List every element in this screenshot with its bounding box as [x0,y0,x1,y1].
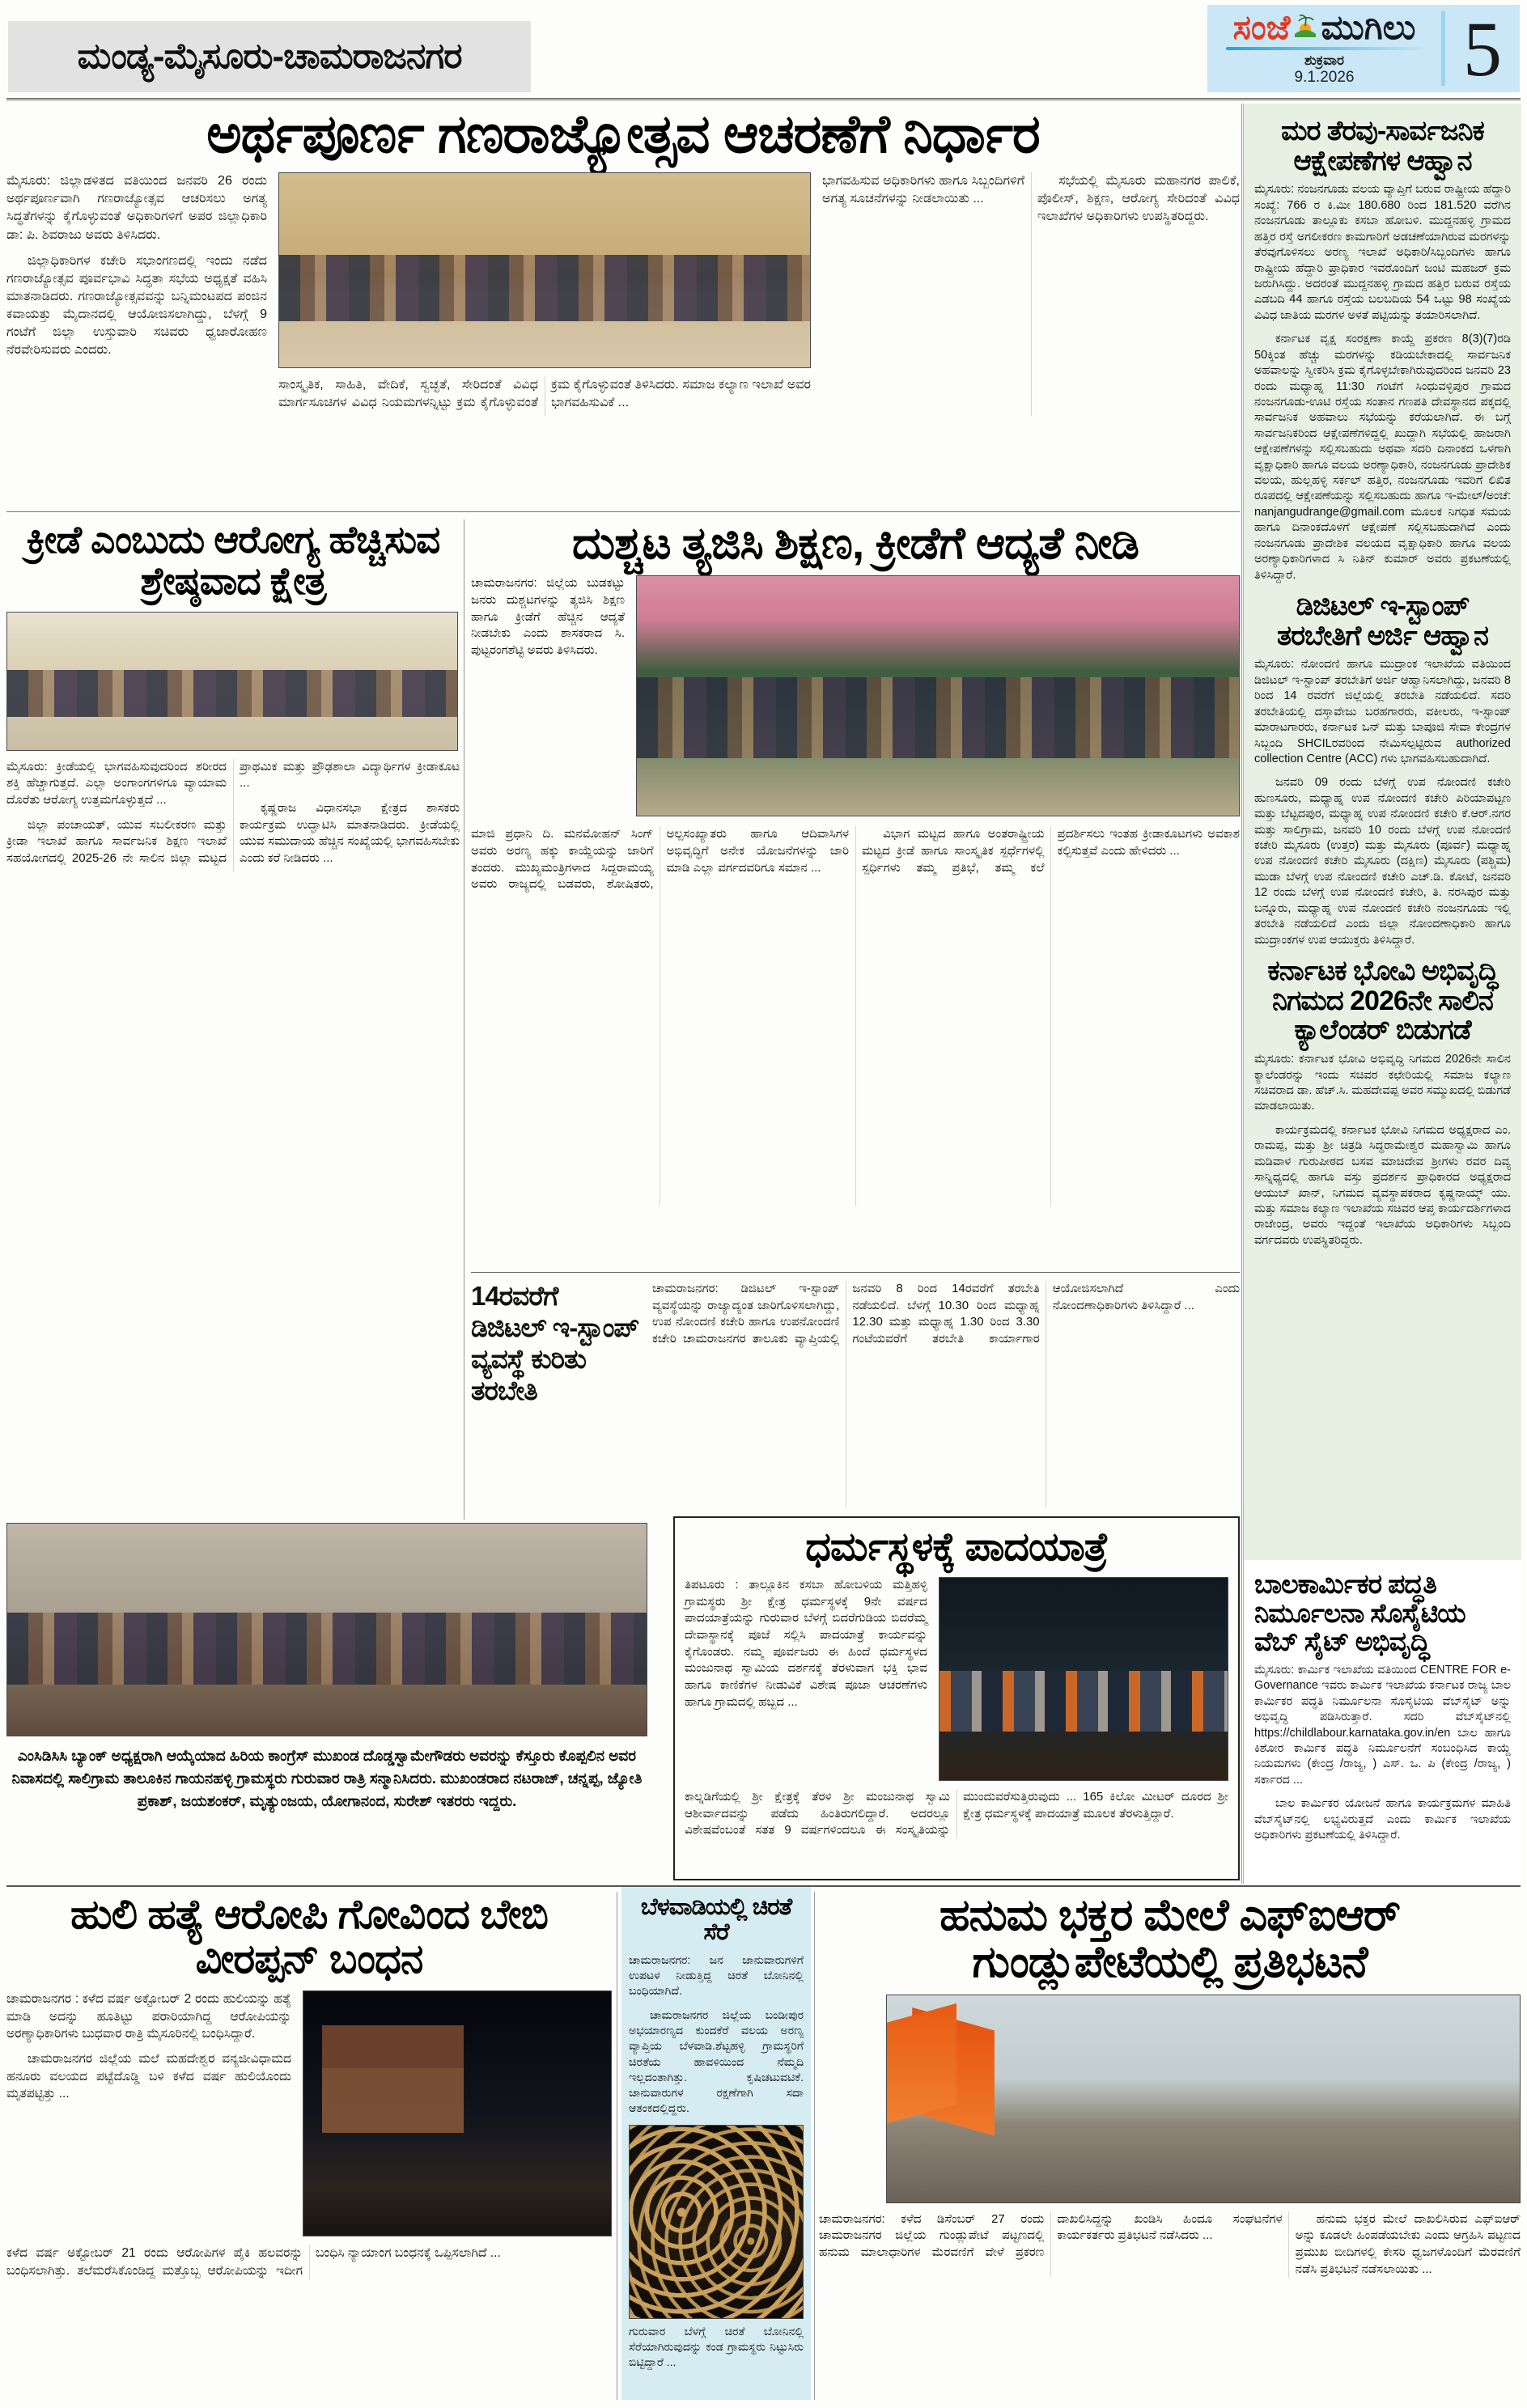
article-padayatra [673,1516,1240,1880]
leopard-body-top [629,1952,804,2117]
padayatra-group-photo [939,1577,1228,1781]
childsite-headline: ಬಾಲಕಾರ್ಮಿಕರ ಪದ್ಧತಿ ನಿರ್ಮೂಲನಾ ಸೊಸೈಟಿಯ ವೆಬ್ ಸೈಟ್ ಅಭಿವೃದ್ಧಿ [1254,1569,1465,1657]
sports-para: ಮೈಸೂರು: ಕ್ರೀಡೆಯಲ್ಲಿ ಭಾಗವಹಿಸುವುದರಿಂದ ಶರೀರದ ಶಕ್ತಿ ಹೆಚ್ಚಾಗುತ್ತದೆ. ಎಲ್ಲಾ ಅಂಗಾಂಗಗಳಿಗೂ ವ್ಯಾಯಾಮ ದೊರೆತು ಆರೋಗ್ಯ ಉತ್ತಮಗೊಳ್ಳುತ್ತದೆ ... [6,759,227,807]
article-hanuma-protest [819,1892,1521,2400]
estamp-headline: ಡಿಜಿಟಲ್ ಇ-ಸ್ಟಾಂಪ್ ತರಬೇತಿಗೆ ಅರ್ಜಿ ಆಹ್ವಾನ [1277,590,1488,651]
lead-body [6,172,1240,416]
lead-headline: ಅರ್ಥಪೂರ್ಣ ಗಣರಾಜ್ಯೋತ್ಸವ ಆಚರಣೆಗೆ ನಿರ್ಧಾರ [206,104,1040,163]
masthead [1207,5,1520,92]
habits-event-photo [636,575,1240,816]
masthead-left [1207,5,1441,92]
article-leopard-capture [621,1887,811,2400]
habits-body [471,826,1240,1206]
leopard-para: ಗುರುವಾರ ಬೆಳಗ್ಗೆ ಚಿರತೆ ಬೋನಿನಲ್ಲಿ ಸೆರೆಯಾಗಿರುವುದನ್ನು ಕಂಡ ಗ್ರಾಮಸ್ಥರು ನಿಟ್ಟುಸಿರು ಬಿಟ್ಟಿದ್ದಾರೆ ... [629,2324,804,2369]
felicitation-photo-block [6,1523,647,1879]
masthead-day: ಶುಕ್ರವಾರ [1304,53,1344,68]
childsite-para: ಬಾಲ ಕಾರ್ಮಿಕರ ಯೋಜನೆ ಹಾಗೂ ಕಾರ್ಯಕ್ರಮಗಳ ಮಾಹಿತಿ ವೆಬ್‌ಸೈಟ್‌ನಲ್ಲಿ ಲಭ್ಯವಿರುತ್ತದೆ ಎಂದು ಕಾರ್ಮಿಕ ಇಲಾಖೆಯ ಅಧಿಕಾರಿಗಳು ಪ್ರಕಟಣೆಯಲ್ಲಿ ತಿಳಿಸಿದ್ದಾರೆ. [1254,1797,1511,1842]
tree-para: ಮೈಸೂರು: ನಂಜನಗೂಡು ವಲಯ ವ್ಯಾಪ್ತಿಗೆ ಬರುವ ರಾಷ್ಟ್ರೀಯ ಹೆದ್ದಾರಿ ಸಂಖ್ಯೆ: 766 ರ ಕಿ.ಮೀ 180.680 ರಿಂದ 181.520 ವರೆಗಿನ ನಂಜನಗೂಡು ತಾಲ್ಲೂಕು ಕಸಬಾ ಹೋಬಳಿ. ಮುದ್ದನಹಳ್ಳಿ ಗ್ರಾಮದ ಹತ್ತಿರ ರಸ್ತೆ ಅಗಲೀಕರಣ ಕಾಮಗಾರಿಗೆ ಅಡಚಣೆಯಾಗಿರುವ ಮರಗಳನ್ನು ತೆರವುಗೊಳಿಸಲು ಅರಣ್ಯ ಇಲಾಖೆ ಅಧಿಕಾರಿ/ಸಿಬ್ಬಂದಿಗಳು ಹಾಗೂ ರಾಷ್ಟ್ರೀಯ ಹೆದ್ದಾರಿ ಪ್ರಾಧಿಕಾರ ಇವರೊಂದಿಗೆ ಜಂಟಿ ಮಹಜರ್ ಕ್ರಮ ಜರುಗಿಸಿದ್ದು. ಅದರಂತೆ ಮುದ್ದನಹಳ್ಳಿ ಗ್ರಾಮದ ಹತ್ತಿರ ಬರುವ ರಸ್ತೆಯ ಎಡಬದಿ 44 ಹಾಗೂ ರಸ್ತೆಯ ಬಲಬದಿಯ 54 ಒಟ್ಟು 98 ಸಂಖ್ಯೆಯ ವಿವಿಧ ಜಾತಿಯ ಮರಗಳ ಅಳತೆ ಪಟ್ಟಿಯನ್ನು ತಯಾರಿಸಲಾಗಿದೆ. [1254,183,1511,322]
masthead-date: 9.1.2026 [1294,69,1355,86]
sports-body [6,759,460,871]
article-estamp-brief [471,1272,1240,1508]
habits-headline: ದುಶ್ಚಟ ತ್ಯಜಿಸಿ ಶಿಕ್ಷಣ, ಕ್ರೀಡೆಗೆ ಆದ್ಯತೆ ನೀಡಿ [572,519,1139,568]
brief-para: ಚಾಮರಾಜನಗರ: ಡಿಜಿಟಲ್ ಇ-ಸ್ಟಾಂಪ್ ವ್ಯವಸ್ಥೆಯನ್ನು ರಾಜ್ಯಾದ್ಯಂತ ಜಾರಿಗೊಳಿಸಲಾಗಿದ್ದು, ಉಪ ನೋಂದಣಿ ಕಚೇರಿ ಹಾಗೂ ಉಪನೋಂದಣಿ ಕಚೇರಿ ಚಾಮರಾಜನಗರ ತಾಲೂಕು ವ್ಯಾಪ್ತಿಯಲ್ಲಿ ಜನವರಿ 8 ರಿಂದ 14ರವರೆಗೆ ತರಬೇತಿ ನಡೆಯಲಿದೆ. ಬೆಳಗ್ಗೆ 10.30 ರಿಂದ ಮಧ್ಯಾಹ್ನ 12.30 ಮತ್ತು ಮಧ್ಯಾಹ್ನ 1.30 ರಿಂದ 3.30 ಗಂಟೆಯವರೆಗೆ ತರಬೇತಿ ಕಾರ್ಯಾಗಾರ ಆಯೋಜಿಸಲಾಗಿದೆ ಎಂದು ನೋಂದಣಾಧಿಕಾರಿಗಳು ತಿಳಿಸಿದ್ದಾರೆ ... [652,1282,1240,1346]
page-number: 5 [1463,5,1502,92]
protest-headline: ಹನುಮ ಭಕ್ತರ ಮೇಲೆ ಎಫ್‌ಐಆರ್ ಗುಂಡ್ಲುಪೇಟೆಯಲ್ಲಿ ಪ್ರತಿಭಟನೆ [940,1892,1400,1987]
bhovi-para: ಮೈಸೂರು: ಕರ್ನಾಟಕ ಭೋವಿ ಅಭಿವೃದ್ಧಿ ನಿಗಮದ 2026ನೇ ಸಾಲಿನ ಕ್ಯಾಲೆಂಡರನ್ನು ಇಂದು ಸಚಿವರ ಕಛೇರಿಯಲ್ಲಿ ಸಮಾಜ ಕಲ್ಯಾಣ ಸಚಿವರಾದ ಡಾ. ಹೆಚ್.ಸಿ. ಮಹದೇವಪ್ಪ ಅವರ ಸಮ್ಮುಖದಲ್ಲಿ ಬಿಡುಗಡೆ ಮಾಡಲಾಯಿತು. [1254,1053,1511,1113]
padayatra-headline: ಧರ್ಮಸ್ಥಳಕ್ಕೆ ಪಾದಯಾತ್ರೆ [805,1525,1108,1569]
article-estamp-training [1254,591,1511,948]
rail-rule [1241,104,1242,1884]
article-tree-removal [1254,117,1511,583]
felicitation-caption: ಎಂಸಿಡಿಸಿಸಿ ಬ್ಯಾಂಕ್ ಅಧ್ಯಕ್ಷರಾಗಿ ಆಯ್ಕೆಯಾದ ಹಿರಿಯ ಕಾಂಗ್ರೆಸ್ ಮುಖಂಡ ದೊಡ್ಡಸ್ವಾಮೇಗೌಡರು ಅವರನ್ನು ಕೆಸ್ತೂರು ಕೊಪ್ಪಲಿನ ಅವರ ನಿವಾಸದಲ್ಲಿ ಸಾಲಿಗ್ರಾಮ ತಾಲೂಕಿನ ಗಾಯನಹಳ್ಳಿ ಗ್ರಾಮಸ್ಥರು ಗುರುವಾರ ರಾತ್ರಿ ಸನ್ಮಾನಿಸಿದರು. ಮುಖಂಡರಾದ ನಟರಾಜ್, ಚನ್ನಪ್ಪ, ಜ್ಯೋತಿ ಪ್ರಕಾಶ್, ಜಯಶಂಕರ್, ಮೃತ್ಯುಂಜಯ, ಯೋಗಾನಂದ, ಸುರೇಶ್ ಇತರರು ಇದ್ದರು. [11,1747,643,1809]
header-rule [6,98,1521,100]
divider-rule [6,511,1240,512]
padayatra-para: ತಿಪಟೂರು : ತಾಲ್ಲೂಕಿನ ಕಸಬಾ ಹೋಬಳಿಯ ಮತ್ತಿಹಳ್ಳಿ ಗ್ರಾಮಸ್ಥರು ಶ್ರೀ ಕ್ಷೇತ್ರ ಧರ್ಮಸ್ಥಳಕ್ಕೆ 9ನೇ ವರ್ಷದ ಪಾದಯಾತ್ರೆಯನ್ನು ಗುರುವಾರ ಬೆಳಗ್ಗೆ ಬಿದರೆಗುಡಿಯ ಬಿದರೆಮ್ಮ ದೇವಾಸ್ಥಾನಕ್ಕೆ ಪೂಜೆ ಸಲ್ಲಿಸಿ ಪಾದಯಾತ್ರೆ ಕಾರ್ಯವನ್ನು ಕೈಗೊಂಡರು. ನಮ್ಮ ಪೂರ್ವಜರು ಈ ಹಿಂದೆ ಧರ್ಮಸ್ಥಳದ ಮಂಜುನಾಥ ಸ್ವಾಮಿಯ ದರ್ಶನಕ್ಕೆ ತೆರಳುವಾಗ ಭಕ್ತಿ ಭಾವ ಹಾಗೂ ಕಾಣಿಕೆಗಳ ನೀಡುವಿಕೆ ವಿಶೇಷ ಪೂಜಾ ಆಚರಣೆಗಳು ಹಾಗೂ ಗ್ರಾಮದಲ್ಲಿ ಹಬ್ಬದ ... [685,1577,927,1709]
sun-palm-logo-icon [1293,11,1317,45]
lead-para: ಸಭೆಯಲ್ಲಿ ಮೈಸೂರು ಮಹಾನಗರ ಪಾಲಿಕೆ, ಪೊಲೀಸ್, ಶಿಕ್ಷಣ, ಆರೋಗ್ಯ ಸೇರಿದಂತೆ ವಿವಿಧ ಇಲಾಖೆಗಳ ಅಧಿಕಾರಿಗಳು ಉಪಸ್ಥಿತರಿದ್ದರು. [1037,174,1240,224]
lead-column-3 [822,172,1240,416]
article-sports-field [6,519,460,1520]
habits-intro-column [471,575,625,816]
lead-column-1 [6,172,267,416]
protest-march-photo [886,1995,1521,2203]
article-childlabour-site [1243,1560,1521,1884]
estamp-para: ಮೈಸೂರು: ನೋಂದಣಿ ಹಾಗೂ ಮುದ್ರಾಂಕ ಇಲಾಖೆಯ ವತಿಯಿಂದ ಡಿಜಿಟಲ್ ಇ-ಸ್ಟಾಂಪ್ ತರಬೇತಿಗೆ ಅರ್ಜಿ ಆಹ್ವಾನಿಸಲಾಗಿದ್ದು, ಜನವರಿ 8 ರಿಂದ 14 ರವರೆಗೆ ಜಿಲ್ಲೆಯಲ್ಲಿ ತರಬೇತಿ ನಡೆಯಲಿದೆ. ಸದರಿ ತರಬೇತಿಯಲ್ಲಿ ದಸ್ತಾವೇಜು ಬರಹಗಾರರು, ವಕೀಲರು, ಇ-ಸ್ಟಾಂಪ್ ಮಾರಾಟಗಾರರು, ಕರ್ನಾಟಕ ಒನ್ ಮತ್ತು ಬಾಪೂಜಿ ಸೇವಾ ಕೇಂದ್ರಗಳ ಸಿಬ್ಬಂದಿ SHCILರವರಿಂದ ನೇಮಿಸಲ್ಪಟ್ಟಿರುವ authorized collection Centre (ACC) ಗಳು ಭಾಗವಹಿಸಬಹುದಾಗಿದೆ. [1254,658,1511,765]
estamp-body [1254,657,1511,948]
habits-para: ವಿಭಾಗ ಮಟ್ಟದ ಹಾಗೂ ಅಂತರಾಷ್ಟ್ರೀಯ ಮಟ್ಟದ ಕ್ರೀಡೆ ಹಾಗೂ ಸಾಂಸ್ಕೃತಿಕ ಸ್ಪರ್ಧೆಗಳಲ್ಲಿ ಸ್ಪರ್ಧಿಗಳು ತಮ್ಮ ಪ್ರತಿಭೆ, ತಮ್ಮ ಕಲೆ ಪ್ರದರ್ಶಿಸಲು ಇಂತಹ ಕ್ರೀಡಾಕೂಟಗಳು ಅವಕಾಶ ಕಲ್ಪಿಸುತ್ತವೆ ಎಂದು ಹೇಳಿದರು ... [862,827,1240,875]
tree-headline: ಮರ ತೆರವು-ಸಾರ್ವಜನಿಕ ಆಕ್ಷೇಪಣೆಗಳ ಆಹ್ವಾನ [1281,116,1484,176]
lead-para: ಸಾಂಸ್ಕೃತಿಕ, ಸಾಹಿತಿ, ವೇದಿಕೆ, ಸ್ವಚ್ಛತೆ, ಸೇರಿದಂತೆ ವಿವಿಧ ಮಾರ್ಗಸೂಚಿಗಳ ವಿವಿಧ ನಿಯಮಗಳನ್ನಿಟ್ಟು ಕ್ರಮ ಕೈಗೊಳ್ಳುವಂತೆ ಕ್ರಮ ಕೈಗೊಳ್ಳುವಂತೆ ತಿಳಿಸಿದರು. ಸಮಾಜ ಕಲ್ಯಾಣ ಇಲಾಖೆ ಅವರ ಭಾಗವಹಿಸುವಿಕೆ ... [278,378,811,410]
bhovi-body [1254,1052,1511,1249]
article-republic-day [6,104,1240,508]
article-tiger-arrest [6,1892,612,2400]
sports-crowd-photo [6,612,458,751]
padayatra-body [685,1789,1228,1839]
leopard-para: ಚಾಮರಾಜನಗರ: ಜನ ಜಾನುವಾರುಗಳಿಗೆ ಉಪಟಳ ನೀಡುತ್ತಿದ್ದ ಚಿರತೆ ಬೋನಿನಲ್ಲಿ ಬಂಧಿಯಾಗಿದೆ. [629,1952,804,1998]
column-rule [814,1892,815,2400]
childsite-para: ಮೈಸೂರು: ಕಾರ್ಮಿಕ ಇಲಾಖೆಯ ವತಿಯಿಂದ CENTRE FOR e-Governance ಇವರು ಕಾರ್ಮಿಕ ಇಲಾಖೆಯ ಕರ್ನಾಟಕ ರಾಜ್ಯ ಬಾಲ ಕಾರ್ಮಿಕರ ಪದ್ಧತಿ ನಿರ್ಮೂಲನಾ ಸೊಸೈಟಿಯ ವೆಬ್‌ಸೈಟ್ ಅನ್ನು ಅಭಿವೃದ್ಧಿ ಪಡಿಸಿರುತ್ತಾರೆ. ಸದರಿ ವೆಬ್‌ಸೈಟ್‌ನಲ್ಲಿ https://childlabour.karnataka.gov.in/en ಬಾಲ ಹಾಗೂ ಕಿಶೋರ ಕಾರ್ಮಿಕ ಪದ್ಧತಿ ನಿರ್ಮೂಲನೆಗೆ ಸಂಬಂಧಿಸಿದ ಕಾಯ್ದೆ ನಿಯಮಗಳು (ಕೇಂದ್ರ /ರಾಜ್ಯ, ) ಎಸ್. ಒ. ಪಿ (ಕೇಂದ್ರ /ರಾಜ್ಯ, ) ಸರ್ಕಾರದ ... [1254,1663,1511,1787]
lead-mid-text [278,376,811,416]
tiger-para: ಚಾಮರಾಜನಗರ ಜಿಲ್ಲೆಯ ಮಲೆ ಮಹದೇಶ್ವರ ವನ್ಯಜೀವಿಧಾಮದ ಹನೂರು ವಲಯದ ಪಟ್ಟೆದೊಡ್ಡಿ ಬಳಿ ಕಳೆದ ವರ್ಷ ಹುಲಿಯೊಂದು ಮೃತಪಟ್ಟಿತ್ತು ... [6,2052,291,2101]
bhovi-para: ಕಾರ್ಯಕ್ರಮದಲ್ಲಿ ಕರ್ನಾಟಕ ಭೋವಿ ನಿಗಮದ ಅಧ್ಯಕ್ಷರಾದ ಎಂ. ರಾಮಪ್ಪ, ಮತ್ತು ಶ್ರೀ ಚಿತ್ರಡಿ ಸಿದ್ಧರಾಮೇಶ್ವರ ಮಹಾಸ್ವಾಮಿ ಹಾಗೂ ಮಡಿವಾಳ ಗುರುಪೀಠದ ಬಸವ ಮಾಚಿದೇವ ಶ್ರೀಗಳು ರವರ ದಿವ್ಯ ಸಾನ್ನಿಧ್ಯದಲ್ಲಿ ಹಾಗೂ ವಸ್ತು ಪ್ರದರ್ಶನ ಪ್ರಾಧಿಕಾರದ ಅಧ್ಯಕ್ಷರಾದ ಆಯುಬ್ ಖಾನ್, ನಿಗಮದ ವ್ಯವಸ್ಥಾಪಕರಾದ ಕೃಷ್ಣನಾಯ್ಕ್ ಯು. ಮತ್ತು ಸಮಾಜ ಕಲ್ಯಾಣ ಇಲಾಖೆಯ ಸಚಿವರ ಆಪ್ತ ಕಾರ್ಯದರ್ಶಿಗಳಾದ ರಾಜೇಂದ್ರ, ಅವರು ಇದ್ದಂತೆ ಇಲಾಖೆಯ ಅಧಿಕಾರಿಗಳು ಸಿಬ್ಬಂದಿ ವರ್ಗದವರು ಉಪಸ್ಥಿತರಿದ್ದರು. [1254,1123,1511,1247]
brand-first: ಸಂಜೆ [1232,8,1291,46]
leopard-body-bottom [629,2324,804,2371]
tiger-column-1 [6,1990,291,2236]
tiger-body [6,2245,612,2279]
habits-para: ಮಾಜಿ ಪ್ರಧಾನಿ ದಿ. ಮನಮೋಹನ್ ಸಿಂಗ್ ಅವರು ಅರಣ್ಯ ಹಕ್ಕು ಕಾಯ್ದೆಯನ್ನು ಜಾರಿಗೆ ತಂದರು. ಮುಖ್ಯಮಂತ್ರಿಗಳಾದ ಸಿದ್ದರಾಮಯ್ಯ ಅವರು ರಾಜ್ಯದಲ್ಲಿ ಬಡವರು, ಶೋಷಿತರು, ಅಲ್ಪಸಂಖ್ಯಾತರು ಹಾಗೂ ಆದಿವಾಸಿಗಳ ಅಭಿವೃದ್ಧಿಗೆ ಅನೇಕ ಯೋಜನೆಗಳನ್ನು ಜಾರಿ ಮಾಡಿ ಎಲ್ಲಾ ವರ್ಗದವರಿಗೂ ಸಮಾನ ... [471,827,849,892]
leopard-para: ಚಾಮರಾಜನಗರ ಜಿಲ್ಲೆಯ ಬಂಡೀಪುರ ಅಭಯಾರಣ್ಯದ ಕುಂದಕೆರೆ ವಲಯ ಅರಣ್ಯ ವ್ಯಾಪ್ತಿಯ ಬೆಳವಾಡಿ.ಶೆಟ್ಟಹಳ್ಳಿ ಗ್ರಾಮಸ್ಥರಿಗೆ ಚಿರತೆಯ ಹಾವಳಿಯಿಂದ ನೆಮ್ಮದಿ ಇಲ್ಲದಂತಾಗಿತ್ತು. ಕೃಷಿಚಟುವಟಿಕೆ. ಜಾನುವಾರುಗಳ ರಕ್ಷಣೆಗಾಗಿ ಸದಾ ಆತಂಕದಲ್ಲಿದ್ದರು. [629,2007,804,2115]
masthead-rule [1226,47,1423,50]
leopard-photo [629,2125,804,2319]
padayatra-top [685,1577,1228,1781]
region-strip-label: ಮಂಡ್ಯ-ಮೈಸೂರು-ಚಾಮರಾಜನಗರ [77,36,462,76]
tiger-headline: ಹುಲಿ ಹತ್ಯೆ ಆರೋಪಿ ಗೋವಿಂದ ಬೇಬಿ ವೀರಪ್ಪನ್ ಬಂಧನ [70,1892,548,1982]
protest-para: ಚಾಮರಾಜನಗರ: ಕಳೆದ ಡಿಸೆಂಬರ್ 27 ರಂದು ಚಾಮರಾಜನಗರ ಜಿಲ್ಲೆಯ ಗುಂಡ್ಲುಪೇಟೆ ಪಟ್ಟಣದಲ್ಲಿ ಹನುಮ ಮಾಲಾಧಾರಿಗಳ ಮೆರವಣಿಗೆ ವೇಳೆ ಪ್ರಕರಣ ದಾಖಲಿಸಿದ್ದನ್ನು ಖಂಡಿಸಿ ಹಿಂದೂ ಸಂಘಟನೆಗಳ ಕಾರ್ಯಕರ್ತರು ಪ್ರತಿಭಟನೆ ನಡೆಸಿದರು ... [819,2211,1283,2259]
habits-top [471,575,1240,816]
sports-headline: ಕ್ರೀಡೆ ಎಂಬುದು ಆರೋಗ್ಯ ಹೆಚ್ಚಿಸುವ ಶ್ರೇಷ್ಠವಾದ ಕ್ಷೇತ್ರ [26,519,440,602]
brief-body [652,1281,1240,1508]
brand-line [1232,8,1416,46]
arrest-night-photo [303,1990,612,2236]
lead-para: ಜಿಲ್ಲಾಧಿಕಾರಿಗಳ ಕಚೇರಿ ಸಭಾಂಗಣದಲ್ಲಿ ಇಂದು ನಡೆದ ಗಣರಾಜ್ಯೋತ್ಸವ ಪೂರ್ವಭಾವಿ ಸಿದ್ಧತಾ ಸಭೆಯ ಅಧ್ಯಕ್ಷತೆ ವಹಿಸಿ ಮಾತನಾಡಿದರು. ಗಣರಾಜ್ಯೋತ್ಸವವನ್ನು ಬನ್ನಿಮಂಟಪದ ಪಂಜಿನ ಕವಾಯತ್ತು ಮೈದಾನದಲ್ಲಿ ಆಯೋಜಿಸಲಾಗಿದ್ದು, ಬೆಳಗ್ಗೆ 9 ಗಂಟೆಗೆ ಜಿಲ್ಲಾ ಉಸ್ತುವಾರಿ ಸಚಿವರು ಧ್ವಜಾರೋಹಣ ನೆರವೇರಿಸುವರು ಎಂದರು. [6,253,267,357]
article-give-up-habits [471,519,1240,1265]
sports-para: ಕೃಷ್ಣರಾಜ ವಿಧಾನಸಭಾ ಕ್ಷೇತ್ರದ ಶಾಸಕರು ಕಾರ್ಯಕ್ರಮ ಉದ್ಘಾಟಿಸಿ ಮಾತನಾಡಿದರು. ಕ್ರೀಡೆಯಲ್ಲಿ ಯುವ ಸಮುದಾಯ ಹೆಚ್ಚಿನ ಸಂಖ್ಯೆಯಲ್ಲಿ ಭಾಗವಹಿಸಬೇಕು ಎಂದು ಕರೆ ನೀಡಿದರು ... [240,800,460,865]
bhovi-headline: ಕರ್ನಾಟಕ ಭೋವಿ ಅಭಿವೃದ್ಧಿ ನಿಗಮದ 2026ನೇ ಸಾಲಿನ ಕ್ಯಾಲೆಂಡರ್ ಬಿಡುಗಡೆ [1267,956,1498,1046]
padayatra-para: ಕಾಲ್ನಡಿಗೆಯಲ್ಲಿ ಶ್ರೀ ಕ್ಷೇತ್ರಕ್ಕೆ ತೆರಳಿ ಶ್ರೀ ಮಂಜುನಾಥ ಸ್ವಾಮಿ ಆಶೀರ್ವಾದವನ್ನು ಪಡೆದು ಹಿಂತಿರುಗಲಿದ್ದಾರೆ. ಅದರಲ್ಲೂ ವಿಶೇಷವೆಂಬಂತೆ ಸತತ 9 ವರ್ಷಗಳಿಂದಲೂ ಈ ಸಂಸ್ಕೃತಿಯನ್ನು ಮುಂದುವರೆಸುತ್ತಿರುವುದು ... 165 ಕಿಲೋ ಮೀಟರ್ ದೂರದ ಶ್ರೀ ಕ್ಷೇತ್ರ ಧರ್ಮಸ್ಥಳಕ್ಕೆ ಪಾದಯಾತ್ರೆ ಮೂಲಕ ತೆರಳುತ್ತಿದ್ದಾರೆ. [685,1789,1228,1838]
sports-para: ಜಿಲ್ಲಾ ಪಂಚಾಯತ್, ಯುವ ಸಬಲೀಕರಣ ಮತ್ತು ಕ್ರೀಡಾ ಇಲಾಖೆ ಹಾಗೂ ಸಾರ್ವಜನಿಕ ಶಿಕ್ಷಣ ಇಲಾಖೆ ಸಹಯೋಗದಲ್ಲಿ 2025-26 ನೇ ಸಾಲಿನ ಜಿಲ್ಲಾ ಮಟ್ಟದ ಪ್ರಾಥಮಿಕ ಮತ್ತು ಪ್ರೌಢಶಾಲಾ ವಿದ್ಯಾರ್ಥಿಗಳ ಕ್ರೀಡಾಕೂಟ ... [6,759,460,865]
tiger-top [6,1990,612,2236]
protest-para: ಹನುಮ ಭಕ್ತರ ಮೇಲೆ ದಾಖಲಿಸಿರುವ ಎಫ್‌ಐಆರ್ ಅನ್ನು ಕೂಡಲೇ ಹಿಂಪಡೆಯಬೇಕು ಎಂದು ಆಗ್ರಹಿಸಿ ಪಟ್ಟಣದ ಪ್ರಮುಖ ಬೀದಿಗಳಲ್ಲಿ ಕೇಸರಿ ಧ್ವಜಗಳೊಂದಿಗೆ ಮೆರವಣಿಗೆ ನಡೆಸಿ ಪ್ರತಿಭಟನೆ ನಡೆಸಲಾಯಿತು ... [1295,2211,1521,2276]
article-bhovi-calendar [1254,956,1511,1249]
lead-para: ಮೈಸೂರು: ಜಿಲ್ಲಾಡಳಿತದ ವತಿಯಿಂದ ಜನವರಿ 26 ರಂದು ಅರ್ಥಪೂರ್ಣವಾಗಿ ಗಣರಾಜ್ಯೋತ್ಸವ ಆಚರಿಸಲು ಅಗತ್ಯ ಸಿದ್ಧತೆಗಳನ್ನು ಕೈಗೊಳ್ಳುವಂತೆ ಅಧಿಕಾರಿಗಳಿಗೆ ಅಪರ ಜಿಲ್ಲಾಧಿಕಾರಿ ಡಾ: ಪಿ. ಶಿವರಾಜು ಅವರು ತಿಳಿಸಿದರು. [6,174,267,242]
tree-para: ಕರ್ನಾಟಕ ವೃಕ್ಷ ಸಂರಕ್ಷಣಾ ಕಾಯ್ದೆ ಪ್ರಕರಣ 8(3)(7)ರಡಿ 50ಕ್ಕಿಂತ ಹೆಚ್ಚು ಮರಗಳನ್ನು ಕಡಿಯಬೇಕಾದಲ್ಲಿ ಸಾರ್ವಜನಿಕ ಅಹವಾಲನ್ನು ಸ್ವೀಕರಿಸಿ ಕ್ರಮ ಕೈಗೊಳ್ಳಬೇಕಾಗಿರುವುದರಿಂದ ಜನವರಿ 23 ರಂದು ಮಧ್ಯಾಹ್ನ 11:30 ಗಂಟೆಗೆ ಸಿಂಧುವಳ್ಳಿಪುರ ಗ್ರಾಮದ ನಂಜನಗೂಡು-ಊಟಿ ರಸ್ತೆಯ ಸಂತಾನ ಗಣಪತಿ ದೇವಸ್ಥಾನದ ಪಕ್ಕದಲ್ಲಿ ಸಾರ್ವಜನಿಕ ಅಹವಾಲು ಸಭೆಯನ್ನು ಕರೆಯಲಾಗಿದೆ. ಈ ಬಗ್ಗೆ ಸಾರ್ವಜನಿಕರಿಂದ ಆಕ್ಷೇಪಣೆಗಳಿದ್ದಲ್ಲಿ ಖುದ್ದಾಗಿ ಸಭೆಯಲ್ಲಿ ಹಾಜರಾಗಿ ಆಕ್ಷೇಪಣೆಗಳನ್ನು ಸಲ್ಲಿಸಬಹುದು ಅಥವಾ ಸದರಿ ದಿನಾಂಕದ ಒಳಗಾಗಿ ವೃಕ್ಷಾಧಿಕಾರಿ ಹಾಗೂ ವಲಯ ಅರಣ್ಯಾಧಿಕಾರಿ, ನಂಜನಗೂಡು ಪ್ರಾದೇಶಿಕ ವಲಯ, ಹುಲ್ಲಹಳ್ಳಿ ಸರ್ಕಲ್ ಹತ್ತಿರ, ನಂಜನಗೂಡು ಇವರಿಗೆ ಲಿಖಿತ ರೂಪದಲ್ಲಿ ಆಕ್ಷೇಪಣೆಯನ್ನು ಸಲ್ಲಿಸಬಹುದು ಹಾಗೂ ಇ-ಮೇಲ್/ಅಂಚೆ: nanjangudrange@gmail.com ಮೂಲಕ ನಿಗಧಿತ ಸಮಯ ಹಾಗೂ ದಿನಾಂಕದೊಳಗೆ ಆಕ್ಷೇಪಣೆ ಸಲ್ಲಿಸಬಹುದಾಗಿದೆ ಎಂದು ನಂಜನಗೂಡು ಪ್ರಾದೇಶಿಕ ವಲಯದ ವೃಕ್ಷಾಧಿಕಾರಿ ಹಾಗೂ ವಲಯ ಅರಣ್ಯಾಧಿಕಾರಿಗಳಾದ ಸಿ ನಿತಿನ್ ಕುಮಾರ್ ಅವರು ಪ್ರಕಟಣೆಯಲ್ಲಿ ತಿಳಿಸಿದ್ದಾರೆ. [1254,333,1511,582]
felicitation-photo [6,1523,647,1736]
habits-para: ಚಾಮರಾಜನಗರ: ಜಿಲ್ಲೆಯ ಬುಡಕಟ್ಟು ಜನರು ದುಶ್ಚಟಗಳನ್ನು ತ್ಯಜಿಸಿ ಶಿಕ್ಷಣ ಹಾಗೂ ಕ್ರೀಡೆಗೆ ಹೆಚ್ಚಿನ ಆದ್ಯತೆ ನೀಡಬೇಕು ಎಂದು ಶಾಸಕರಾದ ಸಿ. ಪುಟ್ಟರಂಗಶೆಟ್ಟಿ ಅವರು ತಿಳಿಸಿದರು. [471,576,625,658]
padayatra-column-1 [685,1577,927,1781]
protest-body [819,2211,1521,2279]
brand-second: ಮುಗಿಲು [1321,8,1416,46]
district-meeting-photo [278,172,811,368]
lead-middle [278,172,811,416]
estamp-para: ಜನವರಿ 09 ರಂದು ಬೆಳಗ್ಗೆ ಉಪ ನೋಂದಣಿ ಕಚೇರಿ ಹುಣಸೂರು, ಮಧ್ಯಾಹ್ನ ಉಪ ನೋಂದಣಿ ಕಚೇರಿ ಪಿರಿಯಾಪಟ್ಟಣ ಮತ್ತು ಬೆಟ್ಟದಪುರ, ಮಧ್ಯಾಹ್ನ ಉಪ ನೋಂದಣಿ ಕಚೇರಿ ಕೆ.ಆರ್.ನಗರ ಮತ್ತು ಸಾಲಿಗ್ರಾಮ, ಜನವರಿ 10 ರಂದು ಬೆಳಗ್ಗೆ ಉಪ ನೋಂದಣಿ ಕಚೇರಿ ಮೈಸೂರು (ಉತ್ತರ) ಮತ್ತು ಮೈಸೂರು (ಪೂರ್ವ) ಮಧ್ಯಾಹ್ನ ಉಪ ನೋಂದಣಿ ಕಚೇರಿ ಮೈಸೂರು (ದಕ್ಷಿಣ) ಮೈಸೂರು (ಪಶ್ಚಿಮ) ಮುಡಾ ಬೆಳಗ್ಗೆ ಉಪ ನೋಂದಣಿ ಕಚೇರಿ ಎಚ್.ಡಿ. ಕೋಟೆ, ಜನವರಿ 12 ರಂದು ಬೆಳಗ್ಗೆ ಉಪ ನೋಂದಣಿ ಕಚೇರಿ, ತಿ. ನರಸಿಪುರ ಮತ್ತು ಬನ್ನೂರು, ಮಧ್ಯಾಹ್ನ ಉಪ ನೋಂದಣಿ ಕಚೇರಿ ನಂಜನಗೂಡು ಇಲ್ಲಿ ತರಬೇತಿ ನಡೆಯಲಿದೆ ಎಂದು ಜಿಲ್ಲಾ ನೋಂದಣಾಧಿಕಾರಿ ಹಾಗೂ ಮುದ್ರಾಂಕಗಳ ಉಪ ಆಯುಕ್ತರು ತಿಳಿಸಿದ್ದಾರೆ. [1254,776,1511,947]
tiger-para: ಕಳೆದ ವರ್ಷ ಅಕ್ಟೋಬರ್ 21 ರಂದು ಆರೋಪಿಗಳ ಪೈಕಿ ಹಲವರನ್ನು ಬಂಧಿಸಲಾಗಿತ್ತು. ತಲೆಮರೆಸಿಕೊಂಡಿದ್ದ ಮತ್ತೊಬ್ಬ ಆರೋಪಿಯನ್ನು ಇದೀಗ ಬಂಧಿಸಿ ನ್ಯಾಯಾಂಗ ಬಂಧನಕ್ಕೆ ಒಪ್ಪಿಸಲಾಗಿದೆ ... [6,2246,501,2278]
tiger-para: ಚಾಮರಾಜನಗರ : ಕಳೆದ ವರ್ಷ ಅಕ್ಟೋಬರ್ 2 ರಂದು ಹುಲಿಯನ್ನು ಹತ್ಯೆ ಮಾಡಿ ಅದನ್ನು ಹೂತಿಟ್ಟು ಪರಾರಿಯಾಗಿದ್ದ ಆರೋಪಿಯನ್ನು ಅರಣ್ಯಾಧಿಕಾರಿಗಳು ಬುಧವಾರ ರಾತ್ರಿ ಮೈಸೂರಿನಲ್ಲಿ ಬಂಧಿಸಿದ್ದಾರೆ. [6,1992,291,2041]
right-rail [1243,104,1521,1560]
tree-body [1254,182,1511,583]
lead-para: ಭಾಗವಹಿಸುವ ಅಧಿಕಾರಿಗಳು ಹಾಗೂ ಸಿಬ್ಬಂದಿಗಳಿಗೆ ಅಗತ್ಯ ಸೂಚನೆಗಳನ್ನು ನೀಡಲಾಯಿತು ... [822,174,1024,206]
brief-title: 14ರವರೆಗೆ ಡಿಜಿಟಲ್ ಇ-ಸ್ಟಾಂಪ್ ವ್ಯವಸ್ಥೆ ಕುರಿತು ತರಬೇತಿ [471,1281,639,1405]
leopard-headline: ಬೆಳವಾಡಿಯಲ್ಲಿ ಚಿರತೆ ಸೆರೆ [640,1894,792,1946]
childsite-body [1254,1663,1511,1844]
region-strip [8,21,531,92]
